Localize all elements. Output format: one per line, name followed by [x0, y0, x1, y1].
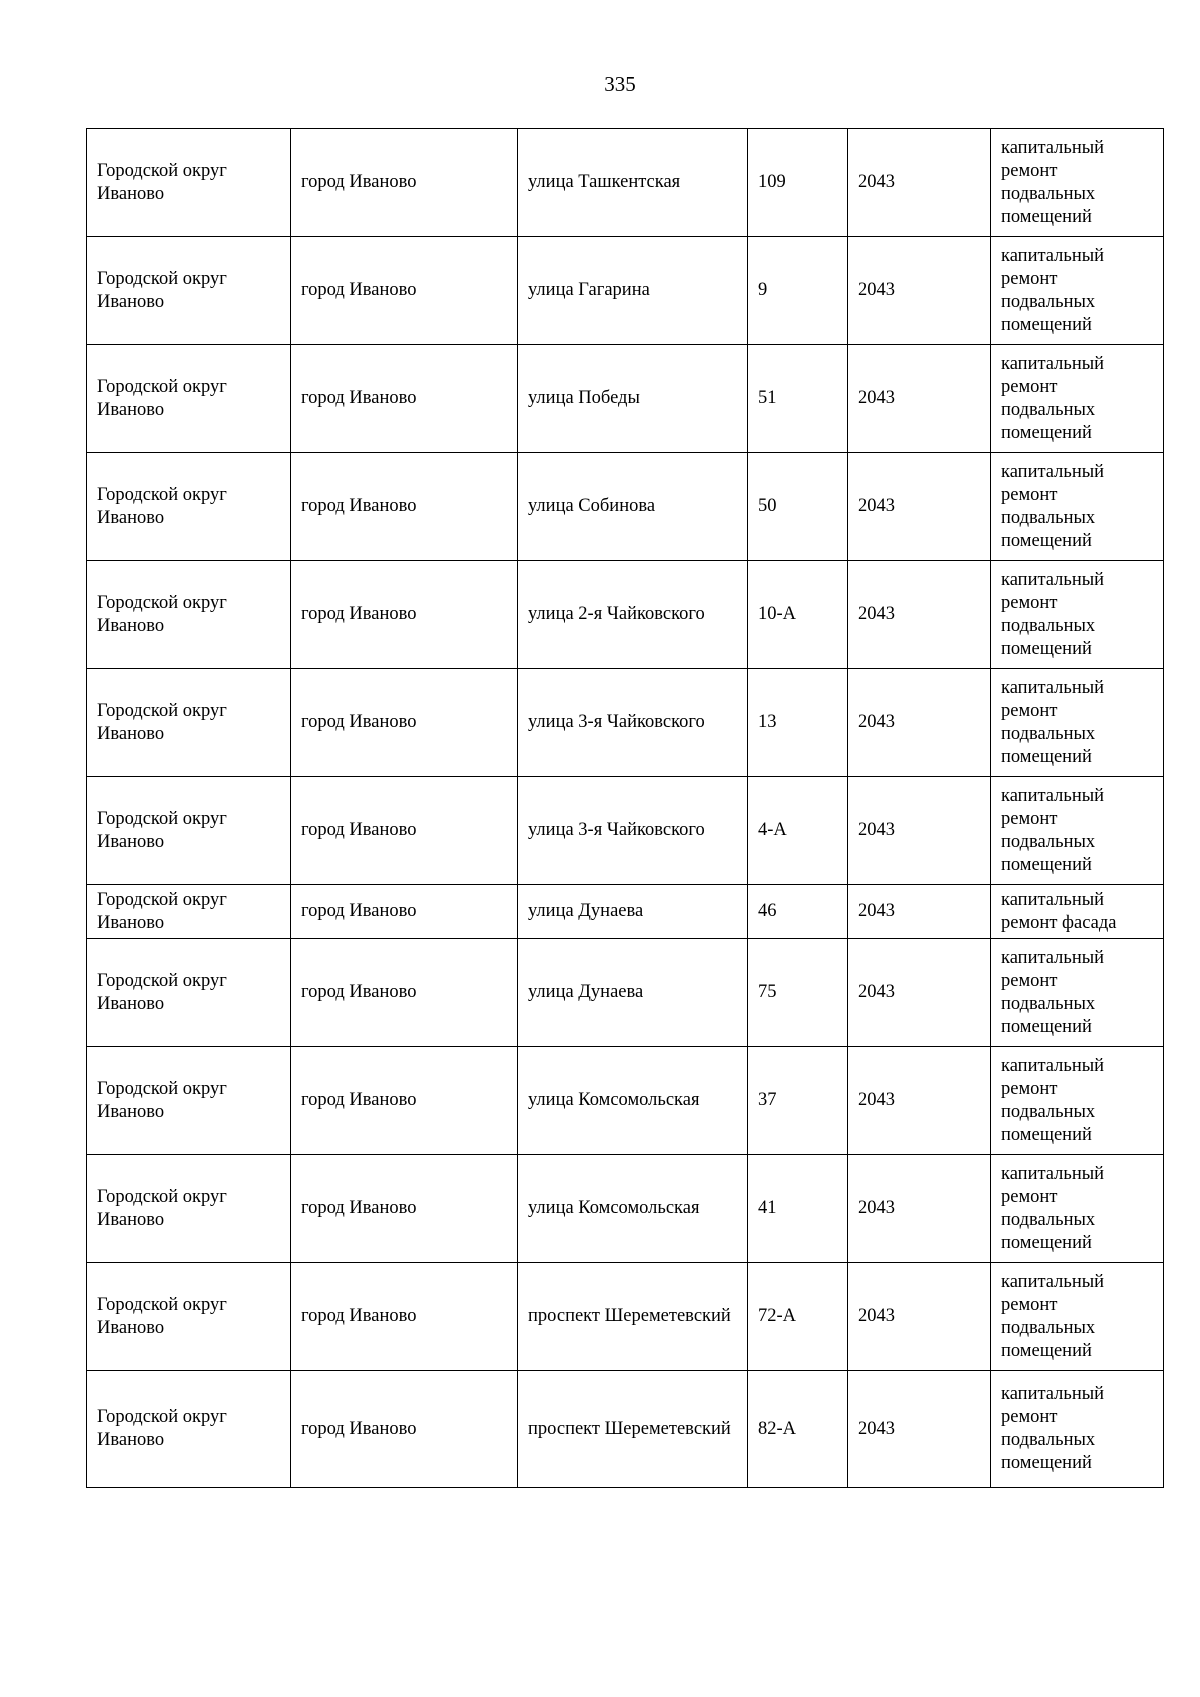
work-type-cell: капитальный ремонт подвальных помещений	[991, 1155, 1164, 1263]
work-type-cell: капитальный ремонт подвальных помещений	[991, 1263, 1164, 1371]
locality-cell: город Иваново	[291, 1155, 518, 1263]
repair-schedule-table	[86, 128, 1164, 1488]
house-number-cell: 109	[748, 129, 848, 237]
street-cell: улица Ташкентская	[518, 129, 748, 237]
municipality-cell: Городской округ Иваново	[87, 1047, 291, 1155]
work-type-cell: капитальный ремонт подвальных помещений	[991, 345, 1164, 453]
locality-cell: город Иваново	[291, 885, 518, 939]
table-row	[87, 669, 1164, 777]
municipality-cell: Городской округ Иваново	[87, 237, 291, 345]
locality-cell: город Иваново	[291, 1047, 518, 1155]
street-cell: улица Гагарина	[518, 237, 748, 345]
work-type-cell: капитальный ремонт подвальных помещений	[991, 453, 1164, 561]
street-cell: улица Дунаева	[518, 939, 748, 1047]
street-cell: улица Собинова	[518, 453, 748, 561]
street-cell: улица 2-я Чайковского	[518, 561, 748, 669]
house-number-cell: 41	[748, 1155, 848, 1263]
house-number-cell: 9	[748, 237, 848, 345]
locality-cell: город Иваново	[291, 669, 518, 777]
street-cell: улица 3-я Чайковского	[518, 669, 748, 777]
street-cell: улица Комсомольская	[518, 1155, 748, 1263]
work-type-cell: капитальный ремонт подвальных помещений	[991, 237, 1164, 345]
locality-cell: город Иваново	[291, 237, 518, 345]
year-cell: 2043	[848, 885, 991, 939]
year-cell: 2043	[848, 669, 991, 777]
year-cell: 2043	[848, 1047, 991, 1155]
street-cell: проспект Шереметевский	[518, 1371, 748, 1488]
year-cell: 2043	[848, 777, 991, 885]
locality-cell: город Иваново	[291, 345, 518, 453]
locality-cell: город Иваново	[291, 129, 518, 237]
locality-cell: город Иваново	[291, 561, 518, 669]
table-row	[87, 345, 1164, 453]
municipality-cell: Городской округ Иваново	[87, 939, 291, 1047]
table-row	[87, 1263, 1164, 1371]
year-cell: 2043	[848, 237, 991, 345]
street-cell: улица 3-я Чайковского	[518, 777, 748, 885]
house-number-cell: 46	[748, 885, 848, 939]
municipality-cell: Городской округ Иваново	[87, 561, 291, 669]
table-row	[87, 1155, 1164, 1263]
table-row	[87, 129, 1164, 237]
house-number-cell: 82-А	[748, 1371, 848, 1488]
table-row	[87, 1371, 1164, 1488]
year-cell: 2043	[848, 561, 991, 669]
year-cell: 2043	[848, 453, 991, 561]
house-number-cell: 4-А	[748, 777, 848, 885]
locality-cell: город Иваново	[291, 1263, 518, 1371]
locality-cell: город Иваново	[291, 1371, 518, 1488]
municipality-cell: Городской округ Иваново	[87, 345, 291, 453]
municipality-cell: Городской округ Иваново	[87, 1371, 291, 1488]
year-cell: 2043	[848, 939, 991, 1047]
work-type-cell: капитальный ремонт подвальных помещений	[991, 669, 1164, 777]
house-number-cell: 13	[748, 669, 848, 777]
municipality-cell: Городской округ Иваново	[87, 129, 291, 237]
street-cell: проспект Шереметевский	[518, 1263, 748, 1371]
work-type-cell: капитальный ремонт подвальных помещений	[991, 939, 1164, 1047]
street-cell: улица Победы	[518, 345, 748, 453]
work-type-cell: капитальный ремонт фасада	[991, 885, 1164, 939]
work-type-cell: капитальный ремонт подвальных помещений	[991, 1047, 1164, 1155]
table-row	[87, 237, 1164, 345]
year-cell: 2043	[848, 1263, 991, 1371]
street-cell: улица Комсомольская	[518, 1047, 748, 1155]
table-row	[87, 561, 1164, 669]
locality-cell: город Иваново	[291, 939, 518, 1047]
house-number-cell: 72-А	[748, 1263, 848, 1371]
house-number-cell: 10-А	[748, 561, 848, 669]
table-row	[87, 885, 1164, 939]
year-cell: 2043	[848, 129, 991, 237]
house-number-cell: 51	[748, 345, 848, 453]
locality-cell: город Иваново	[291, 453, 518, 561]
municipality-cell: Городской округ Иваново	[87, 1263, 291, 1371]
house-number-cell: 50	[748, 453, 848, 561]
work-type-cell: капитальный ремонт подвальных помещений	[991, 777, 1164, 885]
house-number-cell: 75	[748, 939, 848, 1047]
house-number-cell: 37	[748, 1047, 848, 1155]
municipality-cell: Городской округ Иваново	[87, 777, 291, 885]
municipality-cell: Городской округ Иваново	[87, 453, 291, 561]
table-row	[87, 939, 1164, 1047]
locality-cell: город Иваново	[291, 777, 518, 885]
year-cell: 2043	[848, 1155, 991, 1263]
table-row	[87, 453, 1164, 561]
municipality-cell: Городской округ Иваново	[87, 669, 291, 777]
year-cell: 2043	[848, 345, 991, 453]
municipality-cell: Городской округ Иваново	[87, 1155, 291, 1263]
street-cell: улица Дунаева	[518, 885, 748, 939]
work-type-cell: капитальный ремонт подвальных помещений	[991, 561, 1164, 669]
page-number: 335	[604, 72, 636, 96]
work-type-cell: капитальный ремонт подвальных помещений	[991, 129, 1164, 237]
year-cell: 2043	[848, 1371, 991, 1488]
table-body	[87, 129, 1164, 1488]
table-row	[87, 777, 1164, 885]
work-type-cell: капитальный ремонт подвальных помещений	[991, 1371, 1164, 1488]
table-row	[87, 1047, 1164, 1155]
municipality-cell: Городской округ Иваново	[87, 885, 291, 939]
